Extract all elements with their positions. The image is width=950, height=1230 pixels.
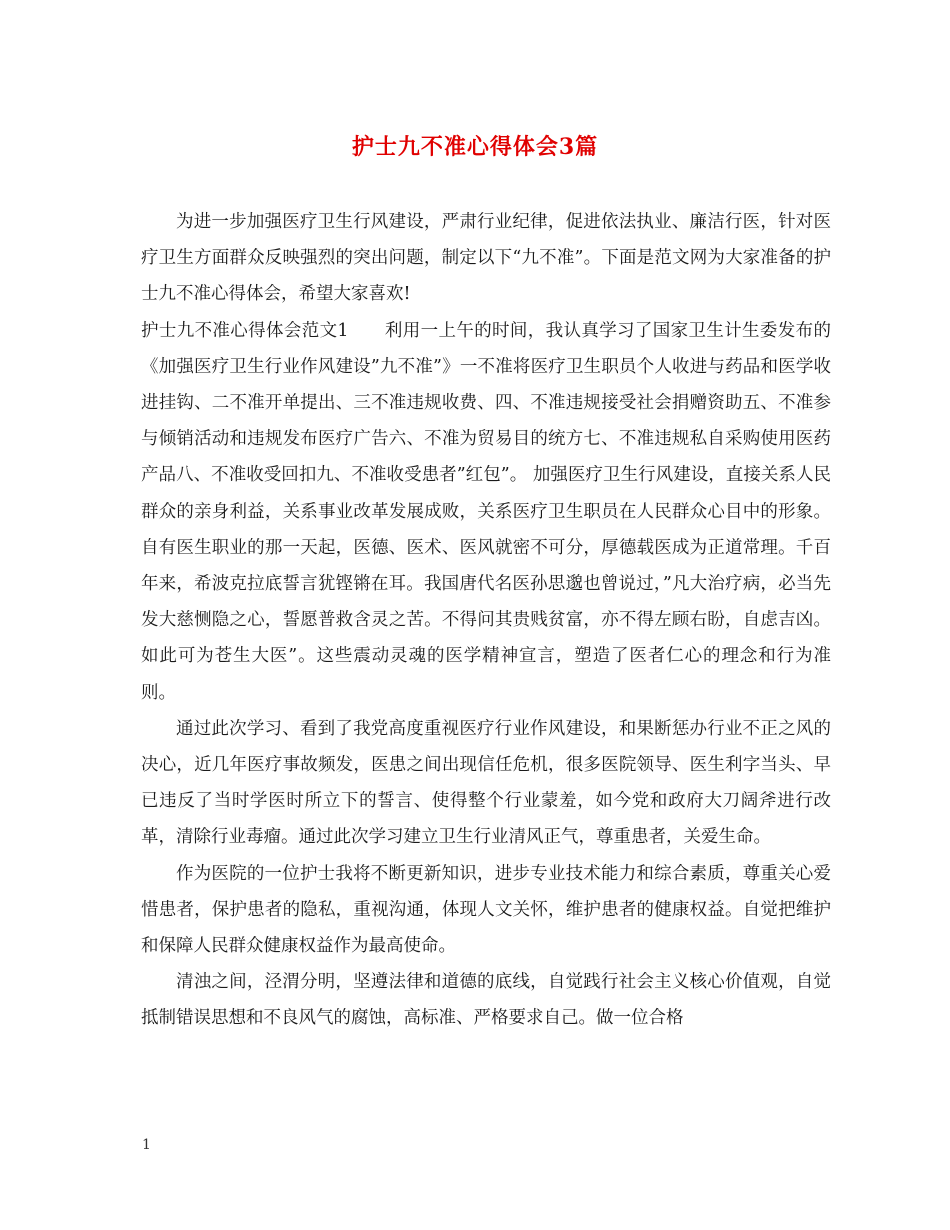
page-title: 护士九不准心得体会3篇 bbox=[351, 134, 599, 160]
page-number: 1 bbox=[142, 1137, 151, 1153]
section1-heading: 护士九不准心得体会范文1 bbox=[141, 320, 349, 341]
document-body bbox=[141, 204, 831, 1037]
paragraph-2: 通过此次学习、看到了我党高度重视医疗行业作风建设，和果断惩办行业不正之风的决心，近几年医疗事故频发，医患之间出现信任危机，很多医院领导、医生利字当头、早已违反了当时学医时所立下的誓言、使得整个行业蒙羞，如今党和政府大刀阔斧进行改革，清除行业毒瘤。通过此次学习建立卫生行业清风正气，尊重患者，关爱生命。 bbox=[141, 718, 831, 848]
section1-paragraph bbox=[141, 313, 831, 711]
section1-text: 利用一上午的时间，我认真学习了国家卫生计生委发布的《加强医疗卫生行业作风建设”九不准”》一不准将医疗卫生职员个人收进与药品和医学收进挂钩、二不准开单提出、三不准违规收费、四、不准违规接受社会捐赠资助五、不准参与倾销活动和违规发布医疗广告六、不准为贸易目的统方七、不准违规私自采购使用医药产品八、不准收受回扣九、不准收受患者”红包”。 加强医疗卫生行风建设，直接关系人民群众的亲身利益，关系事业改革发展成败，关系医疗卫生职员在人民群众心目中的形象。自有医生职业的那一天起，医德、医术、医风就密不可分，厚德载医成为正道常理。千百年来，希波克拉底誓言犹铿锵在耳。我国唐代名医孙思邈也曾说过，”凡大治疗病，必当先发大慈恻隐之心，誓愿普救含灵之苦。不得问其贵贱贫富，亦不得左顾右盼，自虑吉凶。如此可为苍生大医”。这些震动灵魂的医学精神宣言，塑造了医者仁心的理念和行为准则。 bbox=[141, 320, 831, 703]
paragraph-4: 清浊之间，泾渭分明，坚遵法律和道德的底线，自觉践行社会主义核心价值观，自觉抵制错误思想和不良风气的腐蚀，高标准、严格要求自己。做一位合格 bbox=[141, 972, 831, 1029]
paragraph-3: 作为医院的一位护士我将不断更新知识，进步专业技术能力和综合素质，尊重关心爱惜患者，保护患者的隐私，重视沟通，体现人文关怀，维护患者的健康权益。自觉把维护和保障人民群众健康权益作为最高使命。 bbox=[141, 863, 831, 957]
intro-paragraph: 为进一步加强医疗卫生行风建设，严肃行业纪律，促进依法执业、廉洁行医，针对医疗卫生方面群众反映强烈的突出问题，制定以下“九不准”。下面是范文网为大家准备的护士九不准心得体会，希望大家喜欢! bbox=[141, 212, 831, 305]
